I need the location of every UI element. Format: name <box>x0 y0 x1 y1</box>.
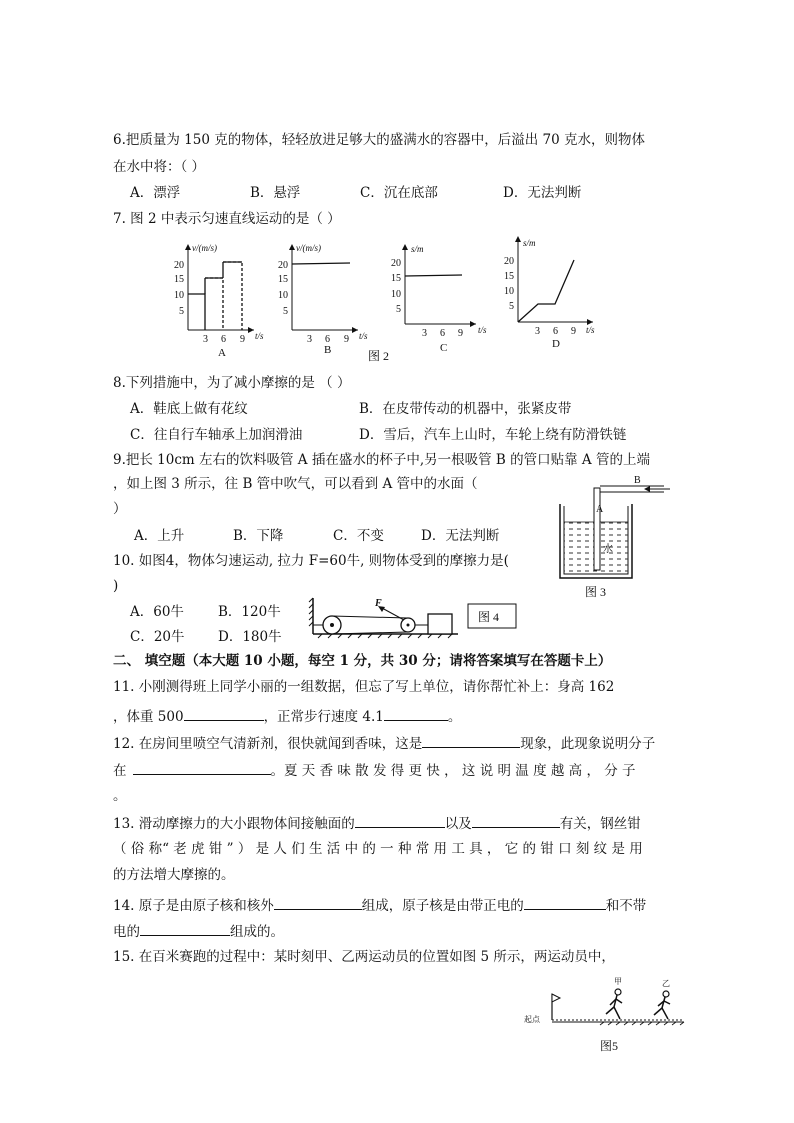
q14-line2 <box>113 921 284 941</box>
q14-text-5: 组成的。 <box>230 924 284 940</box>
q12-text-3: 在 <box>113 763 127 779</box>
graph-c-xtick-9: 9 <box>458 328 463 339</box>
q13-blank-1[interactable] <box>355 813 445 828</box>
q9-line2: ，如上图 3 所示，往 B 管中吹气，可以看到 A 管中的水面（ <box>113 476 478 492</box>
graph-d-xtick-3: 3 <box>535 326 540 337</box>
q10-option-b: B．120牛 <box>218 604 281 620</box>
graph-b-xtick-3: 3 <box>307 334 312 345</box>
q12-line1 <box>113 733 655 753</box>
graph-b-ylabel: v/(m/s) <box>296 243 321 253</box>
figure-4-pulley <box>308 594 523 640</box>
graph-c-ytick-15: 15 <box>391 273 401 284</box>
graph-a-bar-1 <box>188 294 205 330</box>
q13-text-1: 13. 滑动摩擦力的大小跟物体间接触面的 <box>113 816 355 832</box>
q7-stem: 7. 图 2 中表示匀速直线运动的是（ ） <box>113 211 341 227</box>
q10-option-c: C．20牛 <box>130 629 185 645</box>
graph-d-xtick-6: 6 <box>553 326 558 337</box>
q14-blank-2[interactable] <box>524 895 606 910</box>
graph-c-xtick-6: 6 <box>440 328 445 339</box>
q11-weight-text: ，体重 500 <box>113 709 184 725</box>
graph-b <box>278 243 368 356</box>
graph-a-bar-2 <box>205 278 223 330</box>
graph-b-ytick-15: 15 <box>278 274 288 285</box>
graph-b-xlabel: t/s <box>359 331 368 341</box>
figure-5-race <box>520 972 690 1058</box>
graph-c-ytick-10: 10 <box>391 289 401 300</box>
q11-speed-text: ，正常步行速度 4.1 <box>263 709 384 725</box>
q11-blank-weight[interactable] <box>184 706 264 721</box>
runner-yi <box>654 991 670 1019</box>
q14-text-3: 和不带 <box>605 898 647 914</box>
q12-blank-phenomenon[interactable] <box>422 733 520 748</box>
graph-b-xtick-6: 6 <box>325 334 330 345</box>
q10-line1: 10. 如图4，物体匀速运动, 拉力 F=60牛, 则物体受到的摩擦力是( <box>113 553 509 569</box>
q9-line1: 9.把长 10cm 左右的饮料吸管 A 插在盛水的杯子中,另一根吸管 B 的管口贴靠 A 管的上端 <box>113 452 650 468</box>
q13-line2: （ 俗 称“ 老 虎 钳 ” ） 是 人 们 生 活 中 的 一 种 常 用 工 具 ， 它 的 钳 口 刻 纹 是 用 <box>113 841 643 857</box>
graph-a <box>174 243 264 359</box>
figure-4-caption: 图 4 <box>478 610 500 624</box>
force-label: F <box>375 598 382 609</box>
q14-line1 <box>113 895 646 915</box>
q13-line3: 的方法增大摩擦的。 <box>113 867 235 883</box>
q11-line2 <box>113 706 461 726</box>
q14-text-4: 电的 <box>113 924 140 940</box>
graph-a-bar-3 <box>223 262 242 330</box>
q10-option-a: A．60牛 <box>130 604 184 620</box>
q14-blank-3[interactable] <box>140 921 230 936</box>
q6-option-b: B．悬浮 <box>250 185 301 201</box>
water-label: 水 <box>603 544 613 555</box>
q6-option-d: D．无法判断 <box>503 185 582 201</box>
graph-a-xtick-3: 3 <box>203 334 208 345</box>
straw-a <box>594 488 600 570</box>
q8-option-c: C．往自行车轴承上加润滑油 <box>130 427 303 443</box>
graph-d-ytick-15: 15 <box>504 271 514 282</box>
q13-line1 <box>113 813 641 833</box>
q8-option-b: B．在皮带传动的机器中，张紧皮带 <box>359 401 572 417</box>
graph-a-label: A <box>218 347 226 359</box>
graph-c-ytick-5: 5 <box>396 304 401 315</box>
q9-option-c: C．不变 <box>333 528 384 544</box>
graph-d-ytick-20: 20 <box>504 256 514 267</box>
q11-line1: 11. 小刚测得班上同学小丽的一组数据，但忘了写上单位，请你帮忙补上：身高 162 <box>113 679 615 695</box>
graph-a-ytick-20: 20 <box>174 260 184 271</box>
graph-a-xtick-9: 9 <box>240 334 245 345</box>
q6-option-c: C．沉在底部 <box>360 185 438 201</box>
q8-option-d: D．雪后，汽车上山时，车轮上绕有防滑铁链 <box>359 427 627 443</box>
runner-jia-label: 甲 <box>614 977 622 986</box>
graph-d-xlabel: t/s <box>586 325 595 335</box>
q6-line2: 在水中将：（ ） <box>113 159 206 175</box>
graph-b-ytick-10: 10 <box>278 290 288 301</box>
runner-yi-label: 乙 <box>662 979 670 988</box>
graph-a-ylabel: v/(m/s) <box>192 243 217 253</box>
q12-line3: 。 <box>113 788 127 804</box>
q10-line2: ) <box>113 578 119 594</box>
q12-blank-molecule[interactable] <box>133 760 271 775</box>
graph-d-xtick-9: 9 <box>571 326 576 337</box>
graph-d-ytick-10: 10 <box>504 286 514 297</box>
q13-text-3: 有关，钢丝钳 <box>559 816 641 832</box>
graph-b-ytick-20: 20 <box>278 260 288 271</box>
q8-stem: 8.下列措施中，为了减小摩擦的是 （ ） <box>113 375 351 391</box>
q9-option-a: A．上升 <box>134 528 185 544</box>
q12-text-2: 现象，此现象说明分子 <box>520 736 656 752</box>
q9-option-d: D．无法判断 <box>421 528 500 544</box>
force-arrow <box>382 608 404 620</box>
graph-b-xtick-9: 9 <box>344 334 349 345</box>
graph-c-xlabel: t/s <box>478 325 487 335</box>
q12-line2 <box>113 760 636 780</box>
graph-a-ytick-10: 10 <box>174 290 184 301</box>
section-2-heading: 二、 填空题（本大题 10 小题，每空 1 分，共 30 分；请将答案填写在答题卡上） <box>113 653 612 669</box>
graph-c-ylabel: s/m <box>411 244 424 254</box>
figure-2-caption: 图 2 <box>368 349 390 363</box>
q12-text-1: 12. 在房间里喷空气清新剂，很快就闻到香味，这是 <box>113 736 423 752</box>
straw-b-label: B <box>634 475 641 486</box>
straw-a-label: A <box>596 504 604 515</box>
figure-5-caption: 图5 <box>600 1039 619 1053</box>
graph-b-ytick-5: 5 <box>283 306 288 317</box>
graph-c <box>391 244 487 354</box>
graph-d-line <box>518 260 574 322</box>
graph-d <box>504 236 595 350</box>
figure-3-straw-cup <box>552 472 672 602</box>
runner-jia <box>606 989 622 1019</box>
graph-a-ytick-5: 5 <box>179 306 184 317</box>
q11-blank-speed[interactable] <box>384 706 448 721</box>
graph-d-ytick-5: 5 <box>509 301 514 312</box>
block <box>428 614 452 634</box>
graph-b-label: B <box>324 344 332 356</box>
graph-c-ytick-20: 20 <box>391 258 401 269</box>
q14-text-2: 组成，原子核是由带正电的 <box>361 898 524 914</box>
graph-c-label: C <box>440 342 448 354</box>
q11-end: 。 <box>447 709 462 725</box>
graph-d-label: D <box>552 338 560 350</box>
q8-option-a: A．鞋底上做有花纹 <box>130 401 248 417</box>
q13-blank-2[interactable] <box>472 813 560 828</box>
q10-option-d: D．180牛 <box>218 629 282 645</box>
graph-b-line <box>292 263 350 264</box>
graph-d-ylabel: s/m <box>523 238 536 248</box>
start-label: 起点 <box>524 1015 540 1024</box>
graph-a-xlabel: t/s <box>255 331 264 341</box>
q6-option-a: A．漂浮 <box>130 185 181 201</box>
figure-3-caption: 图 3 <box>585 585 607 599</box>
graph-c-xtick-3: 3 <box>422 328 427 339</box>
graph-c-line <box>405 275 462 276</box>
q13-text-2: 以及 <box>444 816 472 832</box>
graph-a-xtick-6: 6 <box>221 334 226 345</box>
q6-line1: 6.把质量为 150 克的物体，轻轻放进足够大的盛满水的容器中，后溢出 70 克水，则物体 <box>113 132 645 148</box>
figure-2-graphs <box>168 236 608 366</box>
q9-option-b: B．下降 <box>233 528 284 544</box>
q9-line3: ） <box>113 501 127 517</box>
q15-line1: 15. 在百米赛跑的过程中：某时刻甲、乙两运动员的位置如图 5 所示，两运动员中， <box>113 949 615 965</box>
graph-a-ytick-15: 15 <box>174 274 184 285</box>
q14-blank-1[interactable] <box>274 895 362 910</box>
q14-text-1: 14. 原子是由原子核和核外 <box>113 898 274 914</box>
q12-text-4: 。夏 天 香 味 散 发 得 更 快 ， 这 说 明 温 度 越 高 ， 分 子 <box>270 763 636 779</box>
